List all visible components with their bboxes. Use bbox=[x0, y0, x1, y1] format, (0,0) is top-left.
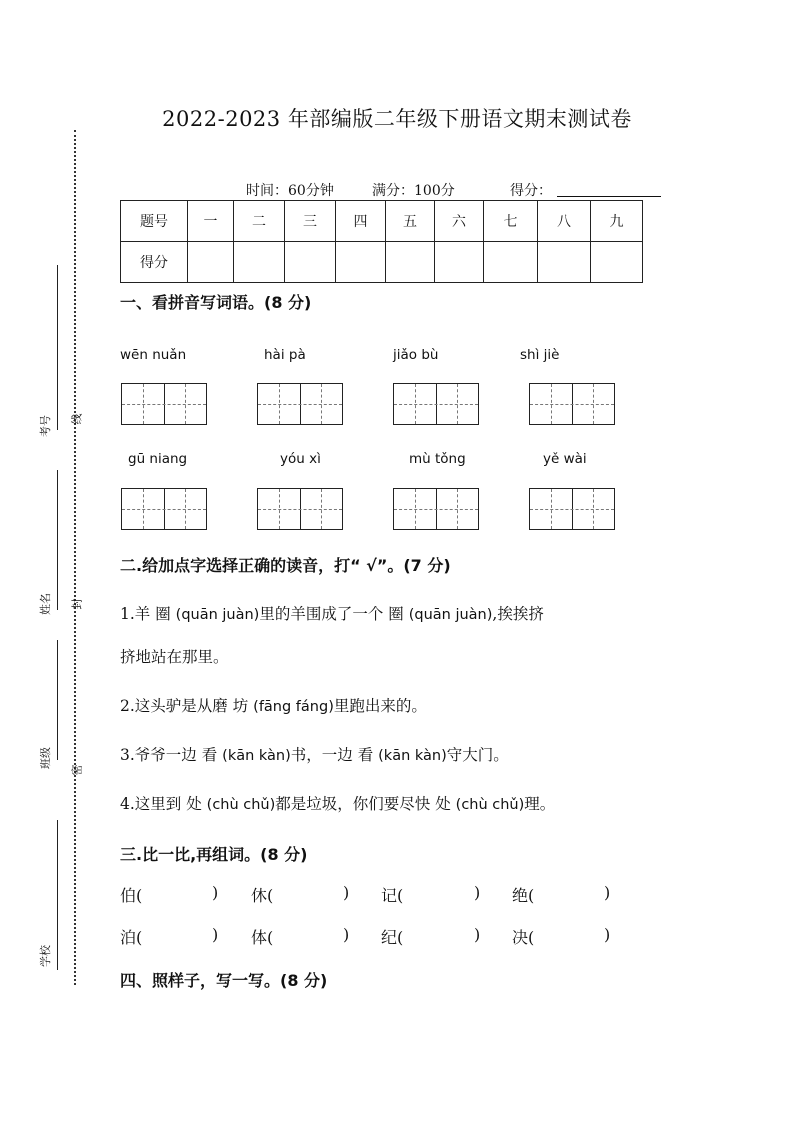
table-cell: 五 bbox=[386, 201, 435, 242]
score-input-cell[interactable] bbox=[591, 242, 643, 283]
word-compare-close: ) bbox=[343, 883, 350, 902]
table-row bbox=[121, 201, 643, 242]
q1-pinyin-options[interactable]: (quān juàn) bbox=[175, 607, 260, 623]
pinyin-label: jiǎo bù bbox=[393, 347, 439, 363]
table-cell: 九 bbox=[591, 201, 643, 242]
score-blank[interactable] bbox=[557, 196, 661, 197]
meta-score: 得分： bbox=[510, 183, 552, 199]
school-line bbox=[57, 820, 58, 970]
table-cell: 题号 bbox=[121, 201, 188, 242]
table-cell: 一 bbox=[188, 201, 234, 242]
question-1-line-2: 挤地站在那里。 bbox=[120, 648, 229, 666]
q3-pinyin-options[interactable]: (kān kàn) bbox=[378, 748, 447, 764]
word-compare-close: ) bbox=[212, 883, 219, 902]
score-input-cell[interactable] bbox=[484, 242, 538, 283]
q4-text: 都是垃圾，你们要尽快 处 bbox=[275, 795, 456, 813]
q1-pinyin-options[interactable]: (quān juàn) bbox=[408, 607, 493, 623]
school-label: 学校 bbox=[39, 945, 52, 967]
word-compare-close: ) bbox=[604, 925, 611, 944]
section-1-title: 一、看拼音写词语。(8 分) bbox=[120, 293, 312, 312]
writing-grid[interactable] bbox=[529, 488, 615, 530]
section-2-title: 二.给加点字选择正确的读音，打“ √”。(7 分) bbox=[120, 556, 451, 575]
word-compare-item: 体( bbox=[251, 928, 274, 947]
pinyin-label: wēn nuǎn bbox=[120, 347, 187, 363]
question-4 bbox=[120, 792, 555, 814]
q1-text: 里的羊围成了一个 圈 bbox=[259, 605, 409, 623]
page-title: 2022-2023 年部编版二年级下册语文期末测试卷 bbox=[162, 107, 632, 131]
writing-grid[interactable] bbox=[121, 383, 207, 425]
q3-pinyin-options[interactable]: (kān kàn) bbox=[222, 748, 291, 764]
q4-text: 4.这里到 处 bbox=[120, 795, 207, 813]
q4-pinyin-options[interactable]: (chù chǔ) bbox=[455, 797, 525, 813]
q3-text: 3.爷爷一边 看 bbox=[120, 746, 223, 764]
q1-text: ,挨挨挤 bbox=[492, 605, 544, 623]
exam-number-line bbox=[57, 265, 58, 430]
table-cell: 四 bbox=[336, 201, 386, 242]
word-compare-close: ) bbox=[343, 925, 350, 944]
word-compare-item: 休( bbox=[251, 886, 274, 905]
writing-grid[interactable] bbox=[393, 383, 479, 425]
word-compare-close: ) bbox=[604, 883, 611, 902]
pinyin-label: hài pà bbox=[264, 347, 306, 363]
binding-dotted-line bbox=[74, 130, 76, 985]
table-cell: 八 bbox=[538, 201, 591, 242]
writing-grid[interactable] bbox=[257, 488, 343, 530]
table-cell: 得分 bbox=[121, 242, 188, 283]
word-compare-item: 记( bbox=[381, 886, 404, 905]
writing-grid[interactable] bbox=[257, 383, 343, 425]
score-input-cell[interactable] bbox=[234, 242, 285, 283]
q3-text: 守大门。 bbox=[446, 746, 509, 764]
score-input-cell[interactable] bbox=[386, 242, 435, 283]
q2-text: 2.这头驴是从磨 坊 bbox=[120, 697, 254, 715]
score-input-cell[interactable] bbox=[538, 242, 591, 283]
writing-grid[interactable] bbox=[393, 488, 479, 530]
section-4-title: 四、照样子，写一写。(8 分) bbox=[120, 971, 328, 990]
q1-text: 1.羊 圈 bbox=[120, 605, 176, 623]
meta-time: 时间：60分钟 bbox=[246, 183, 334, 199]
class-line bbox=[57, 640, 58, 760]
pinyin-label: mù tǒng bbox=[409, 451, 466, 467]
binding-char-feng: 封 bbox=[70, 598, 84, 610]
q4-text: 理。 bbox=[524, 795, 556, 813]
exam-number-label: 考号 bbox=[39, 415, 52, 437]
writing-grid[interactable] bbox=[529, 383, 615, 425]
pinyin-label: yě wài bbox=[543, 451, 587, 467]
q2-pinyin-options[interactable]: (fāng fáng) bbox=[253, 699, 334, 715]
word-compare-item: 绝( bbox=[512, 886, 535, 905]
word-compare-close: ) bbox=[212, 925, 219, 944]
binding-char-mi: 密 bbox=[70, 764, 84, 776]
word-compare-item: 决( bbox=[512, 928, 535, 947]
question-2 bbox=[120, 694, 427, 716]
word-compare-item: 伯( bbox=[120, 886, 143, 905]
table-row bbox=[121, 242, 643, 283]
pinyin-label: gū niang bbox=[128, 451, 188, 467]
score-input-cell[interactable] bbox=[188, 242, 234, 283]
table-cell: 三 bbox=[285, 201, 336, 242]
name-line bbox=[57, 470, 58, 610]
word-compare-close: ) bbox=[474, 883, 481, 902]
pinyin-label: shì jiè bbox=[520, 347, 560, 363]
class-label: 班级 bbox=[39, 747, 52, 769]
word-compare-item: 纪( bbox=[381, 928, 404, 947]
name-label: 姓名 bbox=[39, 593, 52, 615]
meta-full-score: 满分：100分 bbox=[372, 183, 455, 199]
pinyin-label: yóu xì bbox=[280, 451, 321, 467]
question-3 bbox=[120, 743, 509, 765]
score-table bbox=[120, 200, 643, 283]
table-cell: 七 bbox=[484, 201, 538, 242]
section-3-title: 三.比一比,再组词。(8 分) bbox=[120, 845, 308, 864]
writing-grid[interactable] bbox=[121, 488, 207, 530]
q4-pinyin-options[interactable]: (chù chǔ) bbox=[206, 797, 276, 813]
table-cell: 二 bbox=[234, 201, 285, 242]
q2-text: 里跑出来的。 bbox=[333, 697, 427, 715]
score-input-cell[interactable] bbox=[435, 242, 484, 283]
score-input-cell[interactable] bbox=[285, 242, 336, 283]
word-compare-item: 泊( bbox=[120, 928, 143, 947]
word-compare-close: ) bbox=[474, 925, 481, 944]
score-input-cell[interactable] bbox=[336, 242, 386, 283]
binding-char-xian: 线 bbox=[70, 413, 84, 425]
question-1-line-1 bbox=[120, 602, 544, 624]
table-cell: 六 bbox=[435, 201, 484, 242]
q3-text: 书，一边 看 bbox=[290, 746, 379, 764]
